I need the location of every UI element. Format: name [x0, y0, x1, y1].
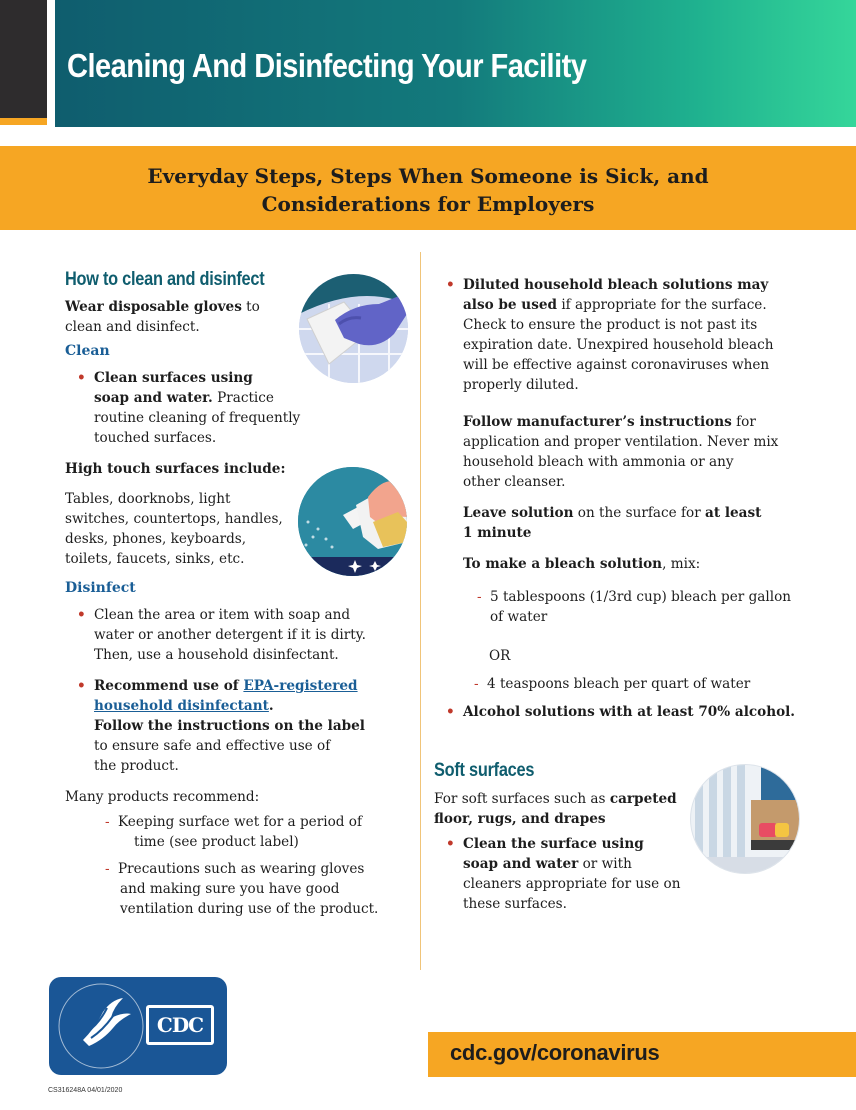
subheading-clean: Clean — [65, 343, 110, 359]
page-subtitle: Everyday Steps, Steps When Someone is Sick, and Considerations for Employers — [147, 164, 709, 216]
curtain-couch-icon — [691, 765, 800, 874]
url-banner[interactable] — [428, 1032, 856, 1077]
or-text: OR — [489, 648, 511, 664]
disinfect-bullet-2: • Recommend use of EPA-registered household disinfectant. Follow the instructions on the label to ensure safe and effective use of the product. — [94, 676, 394, 776]
header-gold-notch — [0, 118, 47, 125]
website-url[interactable]: cdc.gov/coronavirus — [450, 1040, 660, 1065]
bleach-ratio-2: - 4 teaspoons bleach per quart of water — [487, 674, 807, 694]
recommend-dash-2: - Precautions such as wearing gloves and making sure you have good ventilation during use of the product. — [118, 859, 398, 919]
subheading-disinfect: Disinfect — [65, 580, 136, 596]
recommend-dash-1: - Keeping surface wet for a period of time (see product label) — [118, 812, 398, 852]
bleach-bullet: • Diluted household bleach solutions may also be used if appropriate for the surface. Check to ensure the product is not past its expiration date. Unexpired household bleach will be effective against coronaviruses when properly diluted. — [463, 275, 803, 395]
clean-bullet: • Clean surfaces using soap and water. Practice routine cleaning of frequently touched surfaces. — [94, 368, 314, 448]
manufacturer-instructions: Follow manufacturer’s instructions for application and proper ventilation. Never mix household bleach with ammonia or any other cleanser. — [463, 414, 779, 490]
bleach-ratio-1: - 5 tablespoons (1/3rd cup) bleach per gallon of water — [490, 587, 810, 627]
high-touch-heading: High touch surfaces include: — [65, 461, 286, 477]
gloved-hand-wiping-illustration — [299, 274, 408, 383]
leave-solution-text: Leave solution on the surface for at least 1 minute — [463, 505, 762, 541]
disinfect-bullet-1: • Clean the area or item with soap and water or another detergent if it is dirty. Then, use a household disinfectant. — [94, 605, 394, 665]
spray-bottle-icon — [298, 467, 407, 576]
soft-surfaces-intro: For soft surfaces such as carpeted floor, rugs, and drapes — [434, 791, 677, 827]
hhs-eagle-seal-icon — [53, 978, 149, 1074]
high-touch-list: Tables, doorknobs, light switches, countertops, handles, desks, phones, keyboards, toilets, faucets, sinks, etc. — [65, 491, 283, 567]
title-banner — [55, 0, 856, 127]
document-id: CS316248A 04/01/2020 — [48, 1087, 123, 1094]
many-products-text: Many products recommend: — [65, 789, 260, 805]
make-bleach-text: To make a bleach solution, mix: — [463, 556, 701, 572]
glove-icon — [299, 274, 408, 383]
soft-surfaces-bullet: • Clean the surface using soap and water or with cleaners appropriate for use on these surfaces. — [463, 834, 693, 914]
page-title: Cleaning And Disinfecting Your Facility — [67, 47, 587, 84]
section-heading-soft-surfaces: Soft surfaces — [434, 760, 535, 781]
alcohol-bullet: • Alcohol solutions with at least 70% alcohol. — [463, 702, 813, 722]
header-dark-strip — [0, 0, 47, 118]
subtitle-banner — [0, 146, 856, 230]
spray-bottle-illustration — [298, 467, 407, 576]
epa-disinfectant-link[interactable]: EPA-registered household disinfectant — [94, 678, 358, 714]
soft-furnishings-illustration — [690, 764, 800, 874]
column-divider — [420, 252, 421, 970]
gloves-paragraph: Wear disposable gloves to clean and disinfect. — [65, 299, 260, 335]
cdc-logo: CDC — [146, 1005, 214, 1045]
section-heading-how-to-clean: How to clean and disinfect — [65, 269, 265, 290]
